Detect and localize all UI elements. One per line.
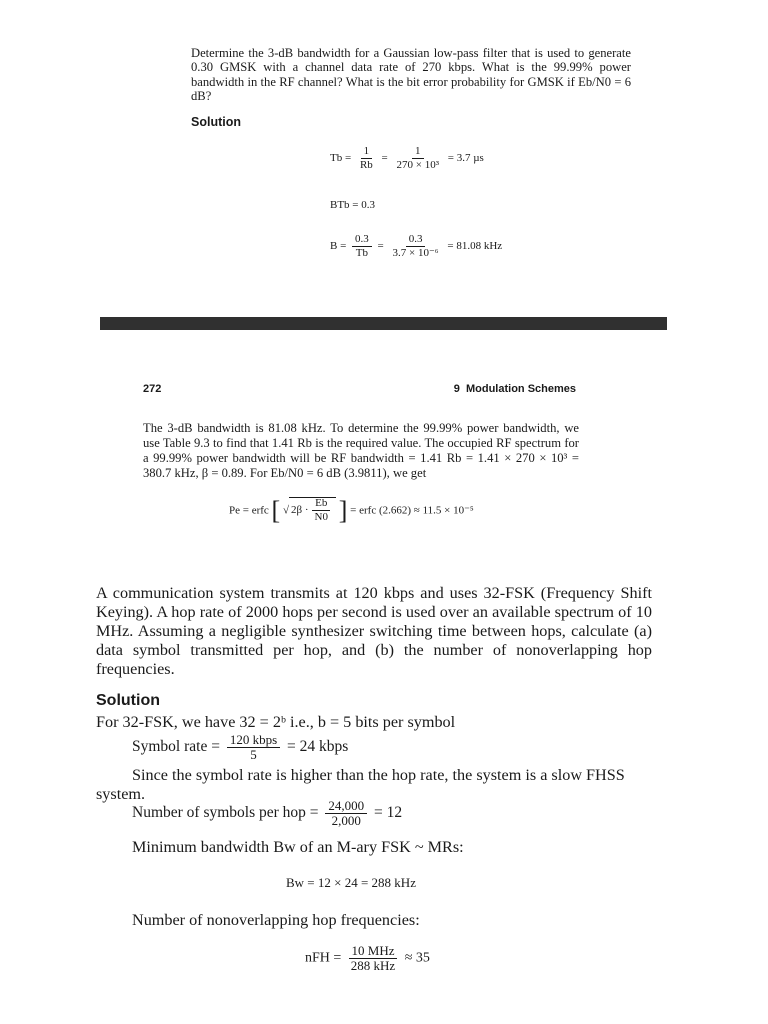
eq-sr-frac-num: 120 kbps	[227, 733, 280, 748]
chapter-title: 9 Modulation Schemes	[453, 383, 576, 395]
eq-b-eq1: =	[377, 239, 384, 252]
eq-tb-frac1-num: 1	[361, 146, 373, 159]
eq-tb-frac2	[394, 146, 443, 171]
eq-sr-lhs: Symbol rate =	[132, 738, 220, 756]
problem-text-fsk: A communication system transmits at 120 kbps and uses 32-FSK (Frequency Shift Keying). A hop rate of 2000 hops per second is used over an available spectrum of 10 MHz. Assuming a negligible synthesizer switching time between hops, calculate (a) data symbol transmitted per hop, and (b) the number of nonoverlapping hop frequencies.	[96, 584, 652, 678]
eq-tb-eq1: =	[381, 151, 388, 164]
eq-pe-sqrt-prefix: 2β ·	[291, 504, 309, 517]
eq-b-frac2-den: 3.7 × 10⁻⁶	[392, 246, 439, 259]
eq-pe-close-bracket: ]	[338, 495, 348, 525]
eq-sph-lhs: Number of symbols per hop =	[132, 804, 319, 822]
line-symbol-rate-note: Since the symbol rate is higher than the hop rate, the system is a slow FHSS system.	[96, 766, 625, 803]
eq-nfh-frac-den: 288 kHz	[350, 957, 396, 973]
solution-heading-2: Solution	[96, 692, 160, 709]
eq-sph-frac	[325, 799, 367, 828]
eq-nfh-lhs: nFH =	[305, 950, 342, 966]
eq-tb-frac2-den: 270 × 10³	[396, 158, 440, 171]
eq-b-frac2	[390, 234, 442, 259]
eq-pe-sqrt-sign: √	[282, 504, 290, 517]
gmsk-continuation-paragraph: The 3-dB bandwidth is 81.08 kHz. To determine the 99.99% power bandwidth, we use Table 9.3 to find that 1.41 Rb is the required value. The occupied RF spectrum for a 99.99% power bandwidth will be RF bandwidth = 1.41 Rb = 1.41 × 270 × 10³ = 380.7 kHz, β = 0.89. For Eb/N0 = 6 dB (3.9811), we get	[143, 421, 579, 480]
eq-b-lhs: B =	[330, 239, 347, 252]
eq-sr-frac	[227, 733, 280, 762]
eq-b-frac1	[352, 234, 372, 259]
eq-b-frac1-num: 0.3	[352, 234, 372, 247]
eq-b-frac2-num: 0.3	[406, 234, 426, 247]
equation-symbols-per-hop	[132, 799, 402, 828]
eq-sph-result: = 12	[374, 804, 403, 822]
eq-sr-result: = 24 kbps	[287, 738, 349, 756]
eq-pe-result: = erfc (2.662) ≈ 11.5 × 10⁻⁵	[350, 504, 474, 517]
line-min-bandwidth: Minimum bandwidth Bw of an M-ary FSK ~ MRs:	[132, 838, 464, 856]
eq-nfh-frac	[348, 944, 398, 973]
eq-tb-frac1	[357, 146, 376, 171]
eq-pe-lhs: Pe = erfc	[229, 504, 269, 517]
eq-pe-frac-num: Eb	[312, 498, 330, 511]
eq-sr-frac-den: 5	[250, 746, 257, 762]
eq-pe-sqrt	[289, 497, 336, 523]
eq-sph-frac-den: 2,000	[331, 812, 361, 828]
equation-symbol-rate	[132, 733, 348, 762]
equation-btb: BTb = 0.3	[330, 199, 376, 211]
eq-b-frac1-den: Tb	[355, 246, 369, 259]
page-number: 272	[143, 383, 162, 395]
eq-tb-frac1-den: Rb	[359, 158, 373, 171]
eq-pe-open-bracket: [	[271, 495, 281, 525]
eq-tb-lhs: Tb =	[330, 151, 352, 164]
eq-nfh-frac-num: 10 MHz	[349, 944, 398, 959]
equation-b	[330, 234, 502, 259]
equation-pe	[229, 497, 474, 524]
eq-pe-frac	[312, 498, 331, 523]
eq-sph-frac-num: 24,000	[325, 799, 367, 814]
line-nonoverlapping: Number of nonoverlapping hop frequencies:	[132, 911, 420, 929]
problem-text-gmsk: Determine the 3-dB bandwidth for a Gaussian low-pass filter that is used to generate 0.30 GMSK with a channel data rate of 270 kbps. What is the 99.99% power bandwidth in the RF channel? What is the bit error probability for GMSK if Eb/N0 = 6 dB?	[191, 46, 631, 104]
equation-nfh	[305, 944, 430, 973]
eq-tb-result: = 3.7 µs	[447, 151, 484, 164]
line-32fsk: For 32-FSK, we have 32 = 2ᵇ i.e., b = 5 bits per symbol	[96, 713, 456, 731]
page-separator-bar	[100, 317, 667, 330]
equation-bw: Bw = 12 × 24 = 288 kHz	[286, 875, 416, 890]
eq-tb-frac2-num: 1	[412, 146, 424, 159]
eq-pe-frac-den: N0	[314, 510, 328, 523]
eq-nfh-result: ≈ 35	[404, 950, 430, 966]
equation-tb	[330, 146, 484, 171]
eq-b-result: = 81.08 kHz	[447, 239, 503, 252]
solution-heading-1: Solution	[191, 115, 241, 129]
